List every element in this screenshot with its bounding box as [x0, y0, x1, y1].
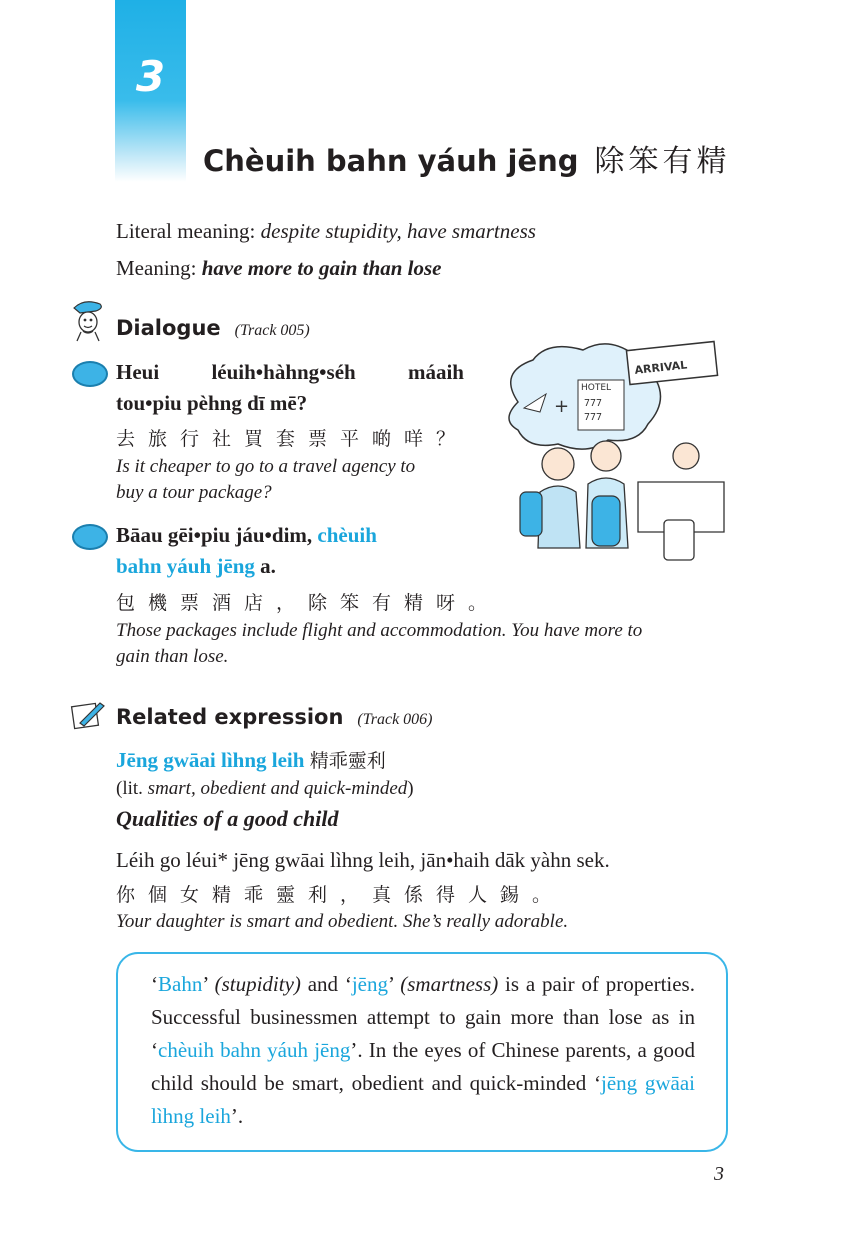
- expr-meaning: Qualities of a good child: [116, 806, 339, 831]
- example-roman: Léih go léui* jēng gwāai lìhng leih, jān•haih dāk yàhn sek.: [116, 848, 610, 872]
- related-heading: [116, 705, 433, 729]
- literal-label: Literal meaning:: [116, 219, 256, 243]
- title-chinese: 除笨有精: [594, 144, 731, 179]
- svg-text:777: 777: [584, 398, 603, 409]
- line2-roman-b-text: a.: [254, 554, 276, 578]
- note-part: ’: [388, 972, 401, 996]
- meaning-value: have more to gain than lose: [201, 256, 442, 280]
- note-part: ’.: [230, 1104, 244, 1128]
- note-part: is a pair of properties. Successful businessmen attempt to gain more than lose as in ‘: [151, 972, 695, 1062]
- title-romanized: Chèuih bahn yáuh jēng: [203, 144, 579, 178]
- speech-bubble-icon: [72, 524, 108, 550]
- lit-text: smart, obedient and quick-minded: [147, 778, 408, 799]
- expr-roman: Jēng gwāai lìhng leih: [116, 748, 305, 772]
- note-term-bahn: Bahn: [158, 972, 203, 996]
- arrival-sign: ARRIVAL: [633, 358, 688, 377]
- note-term-jeng: jēng: [351, 972, 388, 996]
- speaker-mascot-icon: [66, 298, 110, 342]
- svg-text:+: +: [554, 396, 570, 417]
- speech-bubble-icon: [72, 361, 108, 387]
- hotel-sign: HOTEL: [581, 383, 612, 393]
- dialogue-heading: [116, 316, 310, 340]
- example-chinese: 你個女精乖靈利，真係得人錫。: [116, 884, 565, 906]
- line1-roman-b: tou•piu pèhng dī mē?: [116, 391, 308, 415]
- related-expression: [116, 746, 386, 773]
- svg-text:777: 777: [584, 412, 603, 423]
- lit-prefix: (lit.: [116, 778, 148, 799]
- related-heading-text: Related expression: [116, 705, 344, 729]
- expr-chinese: 精乖靈利: [309, 750, 386, 772]
- chapter-title: [203, 136, 731, 180]
- line1-english-b: buy a tour package?: [116, 482, 272, 503]
- meaning: [116, 256, 442, 281]
- line2-english-b: gain than lose.: [116, 646, 229, 667]
- line2-roman-a-highlight: chèuih: [317, 523, 377, 547]
- note-phrase-cheuih: chèuih bahn yáuh jēng: [158, 1038, 351, 1062]
- note-part: ‘: [151, 972, 158, 996]
- literal-value: despite stupidity, have smartness: [260, 219, 536, 243]
- chapter-number: 3: [135, 52, 166, 101]
- page-number: 3: [714, 1163, 724, 1185]
- line2-roman-b: [116, 554, 276, 579]
- line1-roman-a: Heui léuih•hàhng•séh máaih: [116, 360, 464, 384]
- note-part: and ‘: [300, 972, 352, 996]
- line2-roman-a-text: Bāau gēi•piu jáu•dim,: [116, 523, 318, 547]
- meaning-label: Meaning:: [116, 256, 197, 280]
- line2-english-a: Those packages include flight and accommodation. You have more to: [116, 620, 643, 641]
- line1-chinese: 去旅行社買套票平啲咩？: [116, 428, 469, 450]
- example-english: Your daughter is smart and obedient. She’s really adorable.: [116, 911, 569, 932]
- lit-suffix: ): [407, 778, 414, 799]
- note-gloss-smartness: (smartness): [400, 972, 499, 996]
- related-track: (Track 006): [357, 711, 433, 728]
- note-part: ’: [202, 972, 215, 996]
- note-gloss-stupidity: (stupidity): [214, 972, 301, 996]
- line2-roman-b-highlight: bahn yáuh jēng: [116, 554, 255, 578]
- notepad-pencil-icon: [70, 697, 106, 731]
- expr-literal: [116, 778, 414, 800]
- note-phrase-jeng-gwaai: jēng gwāai lìhng leih: [151, 1071, 695, 1128]
- note-part: ’. In the eyes of Chinese parents, a good child should be smart, obedient and quick-minded ‘: [151, 1038, 695, 1095]
- dialogue-track: (Track 005): [234, 322, 310, 339]
- line2-chinese: 包機票酒店，除笨有精呀。: [116, 592, 501, 614]
- note-text: [151, 968, 695, 1133]
- line2-roman-a: [116, 523, 377, 548]
- travel-agency-illustration: [488, 332, 728, 568]
- line1-english-a: Is it cheaper to go to a travel agency to: [116, 456, 416, 477]
- literal-meaning: [116, 219, 536, 244]
- dialogue-heading-text: Dialogue: [116, 316, 221, 340]
